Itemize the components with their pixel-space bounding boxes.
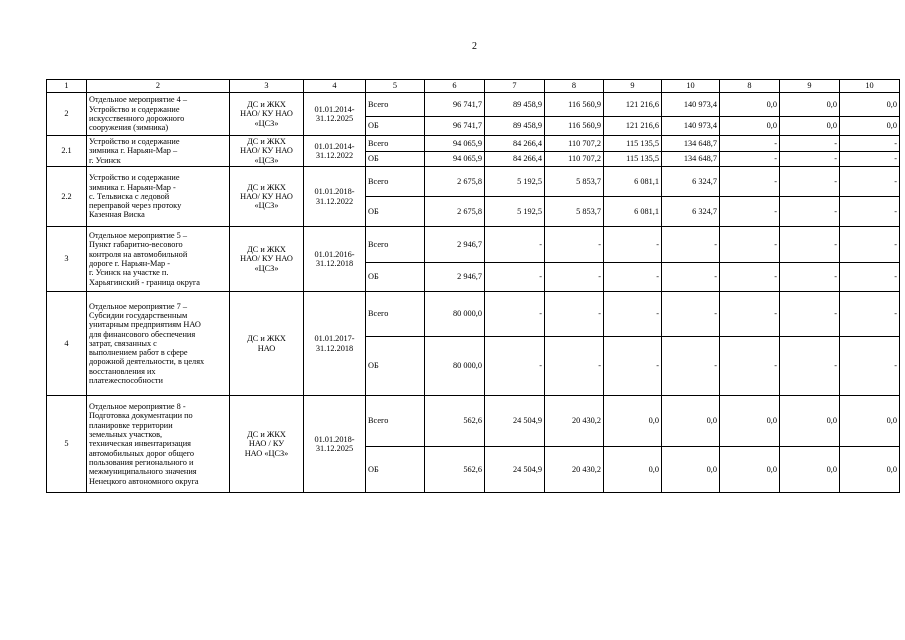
- funding-value: 5 853,7: [545, 197, 604, 227]
- funding-value: 96 741,7: [425, 93, 485, 117]
- funding-value: -: [780, 136, 840, 152]
- activity-description: Отдельное мероприятие 5 – Пункт габаритно-весового контроля на автомобильной дороге г. Нарьян-Мар - г. Усинск на участке п. Харьягинский - граница округа: [87, 227, 230, 292]
- funding-value: -: [720, 337, 780, 396]
- funding-value: 121 216,6: [604, 93, 662, 117]
- funding-value: 110 707,2: [545, 152, 604, 167]
- funding-value: -: [604, 263, 662, 292]
- funding-value: -: [840, 167, 900, 197]
- funding-value: 94 065,9: [425, 136, 485, 152]
- funding-value: -: [840, 263, 900, 292]
- funding-value: -: [780, 152, 840, 167]
- funding-value: 24 504,9: [485, 447, 545, 493]
- executor-cell: ДС и ЖКХ НАО/ КУ НАО «ЦСЗ»: [230, 136, 304, 167]
- funding-value: -: [485, 227, 545, 263]
- funding-value: -: [780, 292, 840, 337]
- funding-value: 134 648,7: [662, 136, 720, 152]
- funding-value: 24 504,9: [485, 396, 545, 447]
- funding-type: ОБ: [366, 117, 425, 136]
- funding-value: 140 973,4: [662, 117, 720, 136]
- row-number: 2: [47, 93, 87, 136]
- funding-value: -: [720, 167, 780, 197]
- column-header: 5: [366, 80, 425, 93]
- funding-value: 0,0: [780, 117, 840, 136]
- funding-value: 94 065,9: [425, 152, 485, 167]
- funding-type: Всего: [366, 292, 425, 337]
- funding-value: -: [720, 152, 780, 167]
- funding-value: 2 946,7: [425, 227, 485, 263]
- funding-value: 0,0: [720, 93, 780, 117]
- funding-value: 0,0: [604, 396, 662, 447]
- funding-value: 96 741,7: [425, 117, 485, 136]
- period-cell: 01.01.2014- 31.12.2022: [304, 136, 366, 167]
- funding-value: 0,0: [840, 93, 900, 117]
- funding-type: ОБ: [366, 152, 425, 167]
- funding-value: -: [840, 337, 900, 396]
- row-number: 2.1: [47, 136, 87, 167]
- funding-value: -: [720, 292, 780, 337]
- funding-value: -: [840, 152, 900, 167]
- column-header: 1: [47, 80, 87, 93]
- funding-value: 0,0: [720, 447, 780, 493]
- funding-value: 2 675,8: [425, 167, 485, 197]
- funding-value: -: [840, 227, 900, 263]
- funding-type: ОБ: [366, 447, 425, 493]
- funding-type: ОБ: [366, 197, 425, 227]
- funding-value: 116 560,9: [545, 117, 604, 136]
- funding-value: 6 081,1: [604, 167, 662, 197]
- funding-value: 0,0: [780, 447, 840, 493]
- funding-value: -: [485, 292, 545, 337]
- funding-value: 5 853,7: [545, 167, 604, 197]
- column-header: 10: [662, 80, 720, 93]
- activity-description: Отдельное мероприятие 8 - Подготовка документации по планировке территории земельных участков, техническая инвентаризация автомобильных дорог общего пользования регионального и межмуниципального значения Ненецкого автономного округа: [87, 396, 230, 493]
- column-header: 9: [604, 80, 662, 93]
- table-row: [47, 136, 900, 152]
- funding-value: 6 081,1: [604, 197, 662, 227]
- funding-value: 134 648,7: [662, 152, 720, 167]
- funding-value: 0,0: [720, 117, 780, 136]
- row-number: 2.2: [47, 167, 87, 227]
- column-header: 8: [545, 80, 604, 93]
- funding-value: -: [780, 337, 840, 396]
- table-row: [47, 227, 900, 263]
- table-row: [47, 167, 900, 197]
- funding-value: 0,0: [662, 447, 720, 493]
- period-cell: 01.01.2018- 31.12.2022: [304, 167, 366, 227]
- funding-value: -: [840, 197, 900, 227]
- funding-value: -: [545, 227, 604, 263]
- table-row: [47, 396, 900, 447]
- row-number: 4: [47, 292, 87, 396]
- funding-type: ОБ: [366, 337, 425, 396]
- row-number: 5: [47, 396, 87, 493]
- page-number: 2: [472, 41, 477, 52]
- funding-value: -: [662, 263, 720, 292]
- funding-value: 562,6: [425, 447, 485, 493]
- funding-value: 20 430,2: [545, 396, 604, 447]
- column-header: 4: [304, 80, 366, 93]
- funding-value: 84 266,4: [485, 152, 545, 167]
- column-header: 2: [87, 80, 230, 93]
- funding-value: 2 946,7: [425, 263, 485, 292]
- column-header: 7: [485, 80, 545, 93]
- funding-value: 20 430,2: [545, 447, 604, 493]
- funding-type: Всего: [366, 136, 425, 152]
- funding-value: 80 000,0: [425, 292, 485, 337]
- funding-value: -: [840, 292, 900, 337]
- funding-value: -: [545, 292, 604, 337]
- funding-value: -: [485, 337, 545, 396]
- executor-cell: ДС и ЖКХ НАО / КУ НАО «ЦСЗ»: [230, 396, 304, 493]
- funding-value: 0,0: [662, 396, 720, 447]
- funding-value: 5 192,5: [485, 167, 545, 197]
- funding-value: -: [780, 263, 840, 292]
- column-header: 10: [840, 80, 900, 93]
- funding-value: 116 560,9: [545, 93, 604, 117]
- period-cell: 01.01.2016- 31.12.2018: [304, 227, 366, 292]
- column-header: 8: [720, 80, 780, 93]
- funding-value: -: [720, 263, 780, 292]
- program-activities-table: [46, 79, 900, 493]
- funding-value: 0,0: [780, 93, 840, 117]
- funding-type: ОБ: [366, 263, 425, 292]
- funding-value: -: [780, 197, 840, 227]
- funding-value: -: [662, 337, 720, 396]
- funding-value: -: [604, 337, 662, 396]
- funding-value: -: [780, 167, 840, 197]
- funding-value: 6 324,7: [662, 197, 720, 227]
- funding-value: 562,6: [425, 396, 485, 447]
- table-row: [47, 292, 900, 337]
- executor-cell: ДС и ЖКХ НАО/ КУ НАО «ЦСЗ»: [230, 167, 304, 227]
- funding-value: -: [604, 292, 662, 337]
- funding-value: 0,0: [840, 117, 900, 136]
- column-header: 3: [230, 80, 304, 93]
- funding-value: 115 135,5: [604, 136, 662, 152]
- funding-value: -: [545, 337, 604, 396]
- header-row: [47, 80, 900, 93]
- funding-value: 89 458,9: [485, 93, 545, 117]
- funding-value: -: [662, 227, 720, 263]
- funding-type: Всего: [366, 396, 425, 447]
- funding-value: 5 192,5: [485, 197, 545, 227]
- funding-value: 2 675,8: [425, 197, 485, 227]
- period-cell: 01.01.2018- 31.12.2025: [304, 396, 366, 493]
- funding-value: 115 135,5: [604, 152, 662, 167]
- executor-cell: ДС и ЖКХ НАО/ КУ НАО «ЦСЗ»: [230, 227, 304, 292]
- activity-description: Отдельное мероприятие 4 – Устройство и содержание искусственного дорожного сооружения (зимника): [87, 93, 230, 136]
- funding-value: -: [840, 136, 900, 152]
- funding-value: -: [604, 227, 662, 263]
- funding-value: 121 216,6: [604, 117, 662, 136]
- funding-value: -: [720, 197, 780, 227]
- funding-value: 0,0: [840, 396, 900, 447]
- period-cell: 01.01.2017- 31.12.2018: [304, 292, 366, 396]
- activity-description: Устройство и содержание зимника г. Нарьян-Мар - с. Тельвиска с ледовой переправой через протоку Казенная Виска: [87, 167, 230, 227]
- funding-value: 0,0: [840, 447, 900, 493]
- funding-value: -: [780, 227, 840, 263]
- column-header: 6: [425, 80, 485, 93]
- funding-type: Всего: [366, 93, 425, 117]
- row-number: 3: [47, 227, 87, 292]
- funding-value: 6 324,7: [662, 167, 720, 197]
- funding-value: 0,0: [720, 396, 780, 447]
- funding-value: -: [545, 263, 604, 292]
- executor-cell: ДС и ЖКХ НАО/ КУ НАО «ЦСЗ»: [230, 93, 304, 136]
- funding-value: 84 266,4: [485, 136, 545, 152]
- funding-value: 140 973,4: [662, 93, 720, 117]
- funding-value: 89 458,9: [485, 117, 545, 136]
- column-header: 9: [780, 80, 840, 93]
- funding-type: Всего: [366, 227, 425, 263]
- funding-value: 110 707,2: [545, 136, 604, 152]
- funding-value: -: [720, 227, 780, 263]
- funding-type: Всего: [366, 167, 425, 197]
- period-cell: 01.01.2014- 31.12.2025: [304, 93, 366, 136]
- funding-value: 0,0: [780, 396, 840, 447]
- funding-value: -: [485, 263, 545, 292]
- funding-value: 80 000,0: [425, 337, 485, 396]
- funding-value: 0,0: [604, 447, 662, 493]
- activity-description: Устройство и содержание зимника г. Нарьян-Мар – г. Усинск: [87, 136, 230, 167]
- funding-value: -: [662, 292, 720, 337]
- executor-cell: ДС и ЖКХ НАО: [230, 292, 304, 396]
- activity-description: Отдельное мероприятие 7 – Субсидии государственным унитарным предприятиям НАО для финансового обеспечения затрат, связанных с выполнением работ в сфере дорожной деятельности, в целях восстановления их платежеспособности: [87, 292, 230, 396]
- table-row: [47, 93, 900, 117]
- funding-value: -: [720, 136, 780, 152]
